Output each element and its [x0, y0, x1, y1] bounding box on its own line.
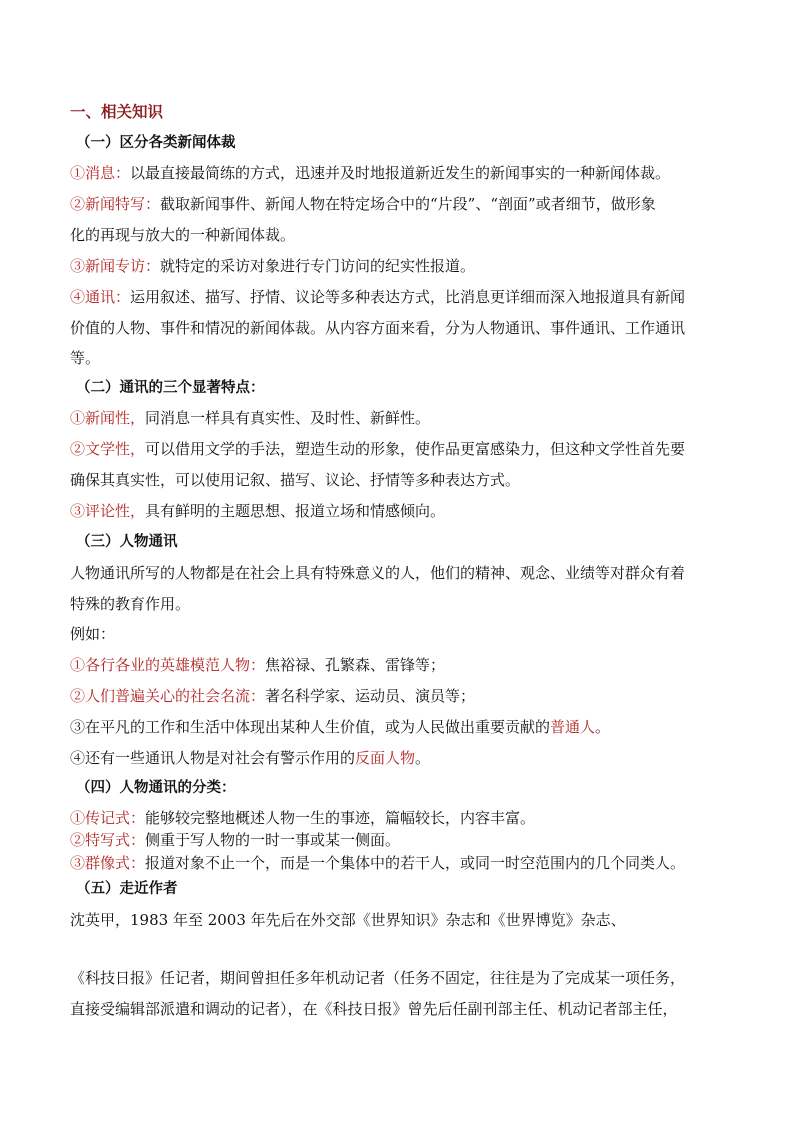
- item-text: 。: [415, 749, 431, 767]
- item-text-continued: 等。: [70, 349, 101, 367]
- item-pinglunxing: [70, 501, 445, 521]
- item-text: 同消息一样具有真实性、及时性、新鲜性。: [145, 409, 431, 427]
- item-text: 截取新闻事件、新闻人物在特定场合中的“片段”、“剖面”或者细节，做形象: [160, 195, 656, 213]
- item-label: ④通讯：: [70, 288, 131, 306]
- item-label: ③群像式：: [70, 854, 146, 872]
- paragraph: 沈英甲，1983 年至 2003 年先后在外交部《世界知识》杂志和《世界博览》杂志、: [70, 911, 626, 929]
- item-text: ④还有一些通讯人物是对社会有警示作用的: [70, 749, 356, 767]
- item-text: 。: [595, 718, 611, 736]
- item-keyword: 反面人物: [355, 749, 416, 767]
- item-fanmian-renwu: [70, 748, 430, 768]
- subsection-heading-5: （五）走近作者: [76, 881, 178, 897]
- item-text: 著名科学家、运动员、演员等；: [265, 687, 476, 705]
- subsection-heading-3: （三）人物通讯: [76, 534, 178, 550]
- item-label: ②特写式：: [70, 831, 146, 849]
- paragraph: 直接受编辑部派遣和调动的记者），在《科技日报》曾先后任副刊部主任、机动记者部主任，: [70, 1000, 678, 1018]
- item-label: ①消息：: [70, 164, 131, 182]
- paragraph: 《科技日报》任记者，期间曾担任多年机动记者（任务不固定，往往是为了完成某一项任务，: [70, 969, 686, 987]
- item-xinwen-texie: [70, 194, 656, 214]
- item-text: 以最直接最简练的方式，迅速并及时地报道新近发生的新闻事实的一种新闻体裁。: [130, 164, 671, 182]
- paragraph: 特殊的教育作用。: [70, 595, 191, 613]
- item-text: 具有鲜明的主题思想、报道立场和情感倾向。: [145, 502, 446, 520]
- item-wenxuexing: [70, 439, 685, 459]
- item-text: 报道对象不止一个，而是一个集体中的若干人，或同一时空范围内的几个同类人。: [145, 854, 686, 872]
- item-text: 能够较完整地概述人物一生的事迹，篇幅较长，内容丰富。: [145, 809, 536, 827]
- item-label: ②人们普遍关心的社会名流：: [70, 687, 266, 705]
- subsection-heading-2: （二）通讯的三个显著特点：: [76, 380, 265, 396]
- item-xinwen-zhuanfang: [70, 256, 475, 276]
- section-title: 一、相关知识: [70, 103, 164, 121]
- item-label: ③评论性，: [70, 502, 146, 520]
- subsection-heading-4: （四）人物通讯的分类：: [76, 780, 236, 796]
- item-label: ③新闻专访：: [70, 257, 161, 275]
- item-text: ③在平凡的工作和生活中体现出某种人生价值，或为人民做出重要贡献的: [70, 718, 551, 736]
- item-text: 侧重于写人物的一时一事或某一侧面。: [145, 831, 401, 849]
- item-text-continued: 确保其真实性，可以使用记叙、描写、议论、抒情等多种表达方式。: [70, 471, 521, 489]
- item-zhuanjishi: [70, 808, 535, 828]
- item-tongxun: [70, 287, 685, 307]
- item-keyword: 普通人: [550, 718, 596, 736]
- item-label: ②新闻特写：: [70, 195, 161, 213]
- item-label: ①各行各业的英雄模范人物：: [70, 656, 266, 674]
- item-label: ①新闻性，: [70, 409, 146, 427]
- item-text: 就特定的采访对象进行专门访问的纪实性报道。: [160, 257, 476, 275]
- item-label: ①传记式：: [70, 809, 146, 827]
- item-yingxiong: [70, 655, 445, 675]
- example-label: 例如：: [70, 625, 116, 643]
- item-xiaoxi: [70, 163, 670, 183]
- item-text-continued: 化的再现与放大的一种新闻体裁。: [70, 226, 296, 244]
- item-qunxiangshi: [70, 853, 685, 873]
- item-putongren: [70, 717, 610, 737]
- item-text: 运用叙述、描写、抒情、议论等多种表达方式，比消息更详细而深入地报道具有新闻: [130, 288, 686, 306]
- item-text: 可以借用文学的手法，塑造生动的形象，使作品更富感染力，但这种文学性首先要: [145, 440, 686, 458]
- item-texieshi: [70, 830, 400, 850]
- item-label: ②文学性，: [70, 440, 146, 458]
- item-xinwenxing: [70, 408, 430, 428]
- item-text-continued: 价值的人物、事件和情况的新闻体裁。从内容方面来看，分为人物通讯、事件通讯、工作通讯: [70, 319, 686, 337]
- item-text: 焦裕禄、孔繁森、雷锋等；: [265, 656, 446, 674]
- item-shehui-mingliu: [70, 686, 475, 706]
- paragraph: 人物通讯所写的人物都是在社会上具有特殊意义的人，他们的精神、观念、业绩等对群众有着: [70, 564, 686, 582]
- subsection-heading-1: （一）区分各类新闻体裁: [76, 135, 236, 151]
